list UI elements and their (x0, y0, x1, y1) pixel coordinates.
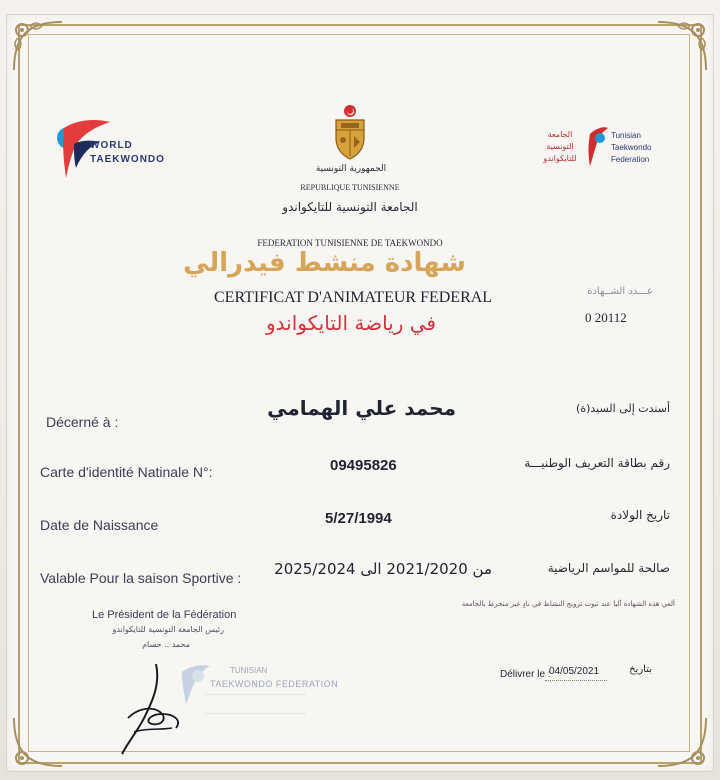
stamp-line2: TAEKWONDO FEDERATION (210, 679, 339, 689)
birth-value: 5/27/1994 (325, 510, 392, 527)
birth-label: Date de Naissance (40, 517, 159, 533)
header-republic: REPUBLIQUE TUNISIENNE (300, 183, 400, 192)
header-ar-republic: الجمهورية التونسية (315, 164, 387, 174)
corner-ornament-bottom-right-icon (652, 712, 712, 772)
id-ar-label: رقم بطاقة التعريف الوطنيـــة (524, 456, 670, 470)
stamp-lines (205, 694, 305, 714)
coat-of-arms-icon (332, 104, 368, 160)
header-federation: FEDERATION TUNISIENNE DE TAEKWONDO (257, 238, 443, 248)
right-logo-en-line2: Taekwondo (611, 143, 652, 152)
right-logo-en-line3: Federation (611, 155, 650, 164)
awarded-value: محمد علي الهمامي (267, 396, 456, 420)
header-ar-federation: الجامعة التونسية للتايكواندو (282, 200, 418, 214)
president-label: Le Président de la Fédération (92, 609, 237, 621)
delivered-label: Délivrer le : (500, 669, 551, 680)
corner-ornament-top-left-icon (8, 16, 68, 76)
cert-number-ar-label: عـــدد الشــهادة (587, 286, 653, 297)
right-logo-ar-line2: التونسية (546, 142, 574, 151)
valid-value: من 2021/2020 الى 2025/2024 (274, 560, 492, 578)
corner-ornament-top-right-icon (652, 16, 712, 76)
corner-ornament-bottom-left-icon (8, 712, 68, 772)
awarded-label: Décerné à : (46, 414, 119, 430)
awarded-ar-label: أسندت إلى السيد(ة) (576, 402, 670, 415)
delivered-value: 04/05/2021 (549, 666, 600, 677)
valid-label: Valable Pour la saison Sportive : (40, 570, 242, 586)
president-ar-label: رئيس الجامعة التونسية للتايكواندو (112, 625, 224, 634)
right-logo-en-line1: Tunisian (611, 131, 641, 140)
birth-ar-label: تاريخ الولادة (610, 508, 670, 522)
title-ar-main: شهادة منشط فيدرالي (183, 248, 466, 278)
stamp-line1: TUNISIAN (230, 666, 268, 675)
world-taekwondo-line2: TAEKWONDO (90, 154, 165, 165)
right-logo-ar-line3: للتايكواندو (543, 154, 577, 163)
right-logo-ar-line1: الجامعة (547, 130, 573, 139)
id-value: 09495826 (330, 457, 397, 474)
president-name: محمد .. حسام (142, 640, 190, 649)
id-label: Carte d'identité Natinale N°: (40, 464, 213, 480)
tunisian-taekwondo-logo-icon (586, 126, 610, 168)
valid-ar-label: صالحة للمواسم الرياضية (547, 561, 670, 575)
world-taekwondo-line1: WORLD (90, 140, 133, 151)
delivered-ar-label: بتاريخ (629, 664, 652, 675)
cert-number-value: 0 20112 (585, 310, 627, 325)
delivered-underline (545, 680, 607, 681)
cancellation-note: ألغي هذه الشهادة آليا عند ثبوت ترويج النشاط في نادٍ غير منخرط بالجامعة (461, 600, 675, 608)
title-fr-main: CERTIFICAT D'ANIMATEUR FEDERAL (214, 289, 493, 306)
title-ar-sub: في رياضة التايكواندو (266, 311, 436, 335)
